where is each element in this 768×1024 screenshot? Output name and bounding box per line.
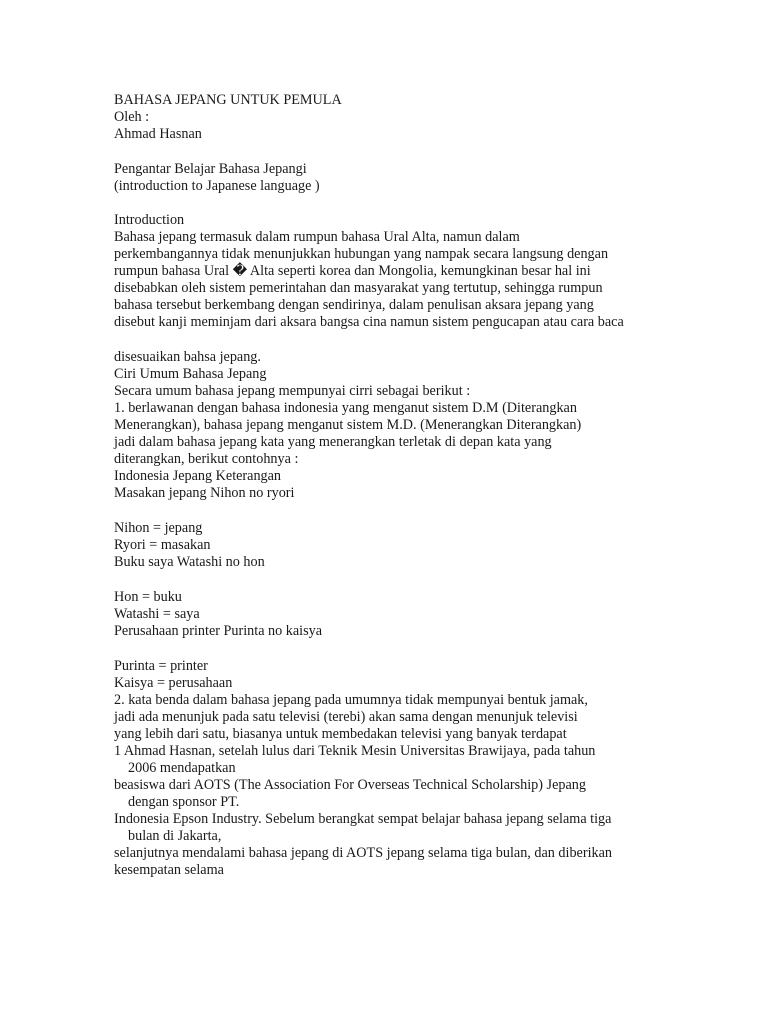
footnote-line: 2006 mendapatkan [128, 760, 236, 776]
table-header: Indonesia Jepang Keterangan [114, 468, 282, 484]
text-line: Bahasa jepang termasuk dalam rumpun bahasa Ural Alta, namun dalam [114, 229, 520, 245]
text-line: disesuaikan bahsa jepang. [114, 349, 261, 365]
vocab-line: Hon = buku [114, 589, 182, 605]
footnote-line: bulan di Jakarta, [128, 828, 222, 844]
author-name: Ahmad Hasnan [114, 126, 202, 142]
text-line: disebut kanji meminjam dari aksara bangsa cina namun sistem pengucapan atau cara baca [114, 314, 624, 330]
footnote-line: dengan sponsor PT. [128, 794, 240, 810]
text-line: diterangkan, berikut contohnya : [114, 451, 299, 467]
text-line: rumpun bahasa Ural � Alta seperti korea dan Mongolia, kemungkinan besar hal ini [114, 263, 591, 279]
vocab-line: Purinta = printer [114, 658, 208, 674]
heading-introduction: Introduction [114, 212, 185, 228]
footnote-line: beasiswa dari AOTS (The Association For Overseas Technical Scholarship) Jepang [114, 777, 586, 793]
byline: Oleh : [114, 109, 150, 125]
vocab-line: Watashi = saya [114, 606, 200, 622]
text-line: disebabkan oleh sistem pemerintahan dan masyarakat yang tertutup, sehingga rumpun [114, 280, 603, 296]
list-item: 1. berlawanan dengan bahasa indonesia yang menganut sistem D.M (Diterangkan [114, 400, 577, 416]
vocab-line: Nihon = jepang [114, 520, 203, 536]
text-line: Menerangkan), bahasa jepang menganut sistem M.D. (Menerangkan Diterangkan) [114, 417, 582, 433]
subheading-introduction: (introduction to Japanese language ) [114, 178, 320, 194]
text-line: Secara umum bahasa jepang mempunyai cirri sebagai berikut : [114, 383, 471, 399]
example-line: Buku saya Watashi no hon [114, 554, 265, 570]
example-line: Perusahaan printer Purinta no kaisya [114, 623, 323, 639]
vocab-line: Kaisya = perusahaan [114, 675, 233, 691]
footnote-line: 1 Ahmad Hasnan, setelah lulus dari Teknik Mesin Universitas Brawijaya, pada tahun [114, 743, 596, 759]
footnote-line: selanjutnya mendalami bahasa jepang di AOTS jepang selama tiga bulan, dan diberikan [114, 845, 612, 861]
example-line: Masakan jepang Nihon no ryori [114, 485, 295, 501]
text-line: bahasa tersebut berkembang dengan sendirinya, dalam penulisan aksara jepang yang [114, 297, 594, 313]
heading-ciri-umum: Ciri Umum Bahasa Jepang [114, 366, 267, 382]
text-line: jadi ada menunjuk pada satu televisi (terebi) akan sama dengan menunjuk televisi [114, 709, 578, 725]
vocab-line: Ryori = masakan [114, 537, 211, 553]
text-line: yang lebih dari satu, biasanya untuk membedakan televisi yang banyak terdapat [114, 726, 567, 742]
footnote-line: Indonesia Epson Industry. Sebelum berangkat sempat belajar bahasa jepang selama tiga [114, 811, 612, 827]
text-line: perkembangannya tidak menunjukkan hubungan yang nampak secara langsung dengan [114, 246, 609, 262]
text-line: jadi dalam bahasa jepang kata yang menerangkan terletak di depan kata yang [114, 434, 552, 450]
footnote-line: kesempatan selama [114, 862, 224, 878]
document-title: BAHASA JEPANG UNTUK PEMULA [114, 92, 342, 108]
heading-pengantar: Pengantar Belajar Bahasa Jepangi [114, 161, 307, 177]
list-item: 2. kata benda dalam bahasa jepang pada umumnya tidak mempunyai bentuk jamak, [114, 692, 588, 708]
